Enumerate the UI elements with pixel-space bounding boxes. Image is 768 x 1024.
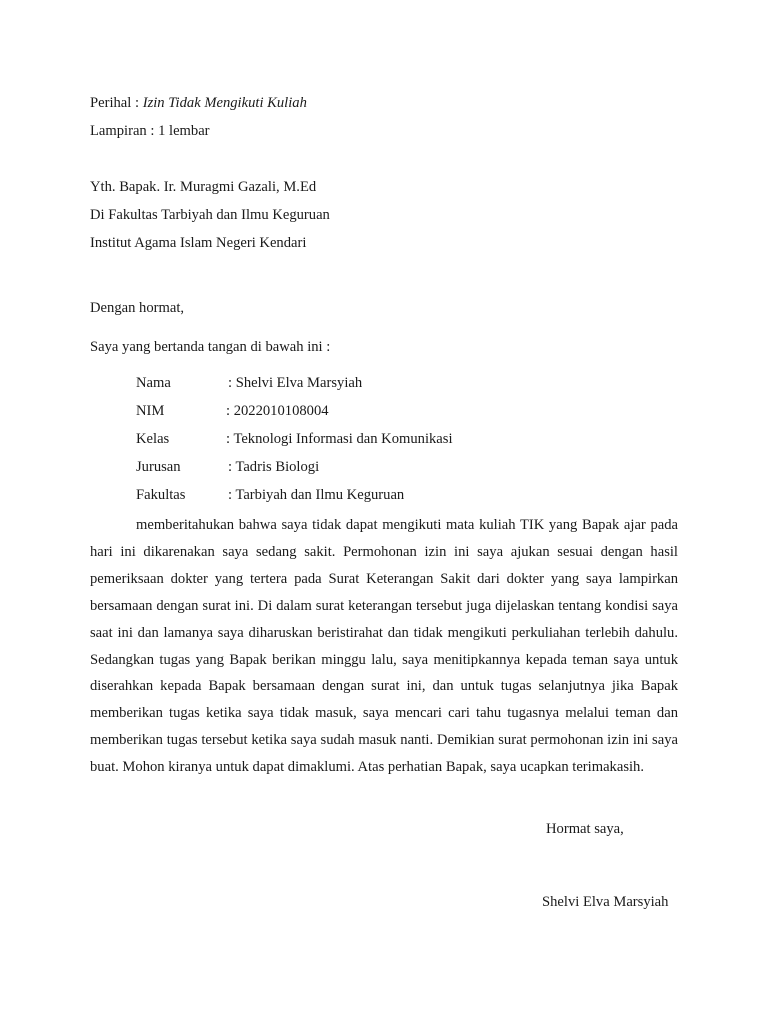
intro-text: Saya yang bertanda tangan di bawah ini :	[90, 339, 331, 355]
field-value: : 2022010108004	[226, 403, 329, 419]
attachment-line: Lampiran : 1 lembar	[90, 123, 210, 139]
field-label: Kelas	[136, 431, 170, 447]
field-label: NIM	[136, 403, 165, 419]
closing-salutation: Hormat saya,	[546, 821, 624, 837]
subject-separator: :	[131, 95, 143, 111]
recipient-name: Yth. Bapak. Ir. Muragmi Gazali, M.Ed	[90, 179, 317, 195]
subject-line	[90, 96, 307, 111]
field-value: : Tarbiyah dan Ilmu Keguruan	[228, 487, 405, 503]
subject-value: Izin Tidak Mengikuti Kuliah	[142, 95, 307, 111]
subject-label: Perihal	[90, 95, 132, 111]
field-label: Jurusan	[136, 459, 181, 475]
signature-name: Shelvi Elva Marsyiah	[542, 894, 669, 910]
recipient-institution: Institut Agama Islam Negeri Kendari	[90, 235, 307, 251]
recipient-faculty: Di Fakultas Tarbiyah dan Ilmu Keguruan	[90, 207, 330, 223]
field-label: Fakultas	[136, 487, 186, 503]
field-value: : Shelvi Elva Marsyiah	[228, 375, 363, 391]
greeting: Dengan hormat,	[90, 300, 185, 316]
field-label: Nama	[136, 375, 171, 391]
body-text: memberitahukan bahwa saya tidak dapat mengikuti mata kuliah TIK yang Bapak ajar pada hari ini dikarenakan saya sedang sakit. Permohonan izin ini saya ajukan sesuai dengan hasil pemeriksaan dokter yang tertera pada Surat Keterangan Sakit dari dokter yang saya lampirkan bersamaan dengan surat ini. Di dalam surat keterangan tersebut juga dijelaskan tentang kondisi saya saat ini dan lamanya saya diharuskan beristirahat dan tidak mengikuti perkuliahan terlebih dahulu. Sedangkan tugas yang Bapak berikan minggu lalu, saya menitipkannya kepada teman saya untuk diserahkan kepada Bapak bersamaan dengan surat ini, dan untuk tugas selanjutnya jika Bapak memberikan tugas ketika saya tidak masuk, saya mencari cari tahu tugasnya melalui teman dan memberikan tugas tersebut ketika saya sudah masuk nanti. Demikian surat permohonan izin ini saya buat. Mohon kiranya untuk dapat dimaklumi. Atas perhatian Bapak, saya ucapkan terimakasih.	[90, 517, 678, 776]
body-paragraph	[90, 512, 678, 781]
field-value: : Tadris Biologi	[228, 459, 320, 475]
field-value: : Teknologi Informasi dan Komunikasi	[226, 431, 453, 447]
